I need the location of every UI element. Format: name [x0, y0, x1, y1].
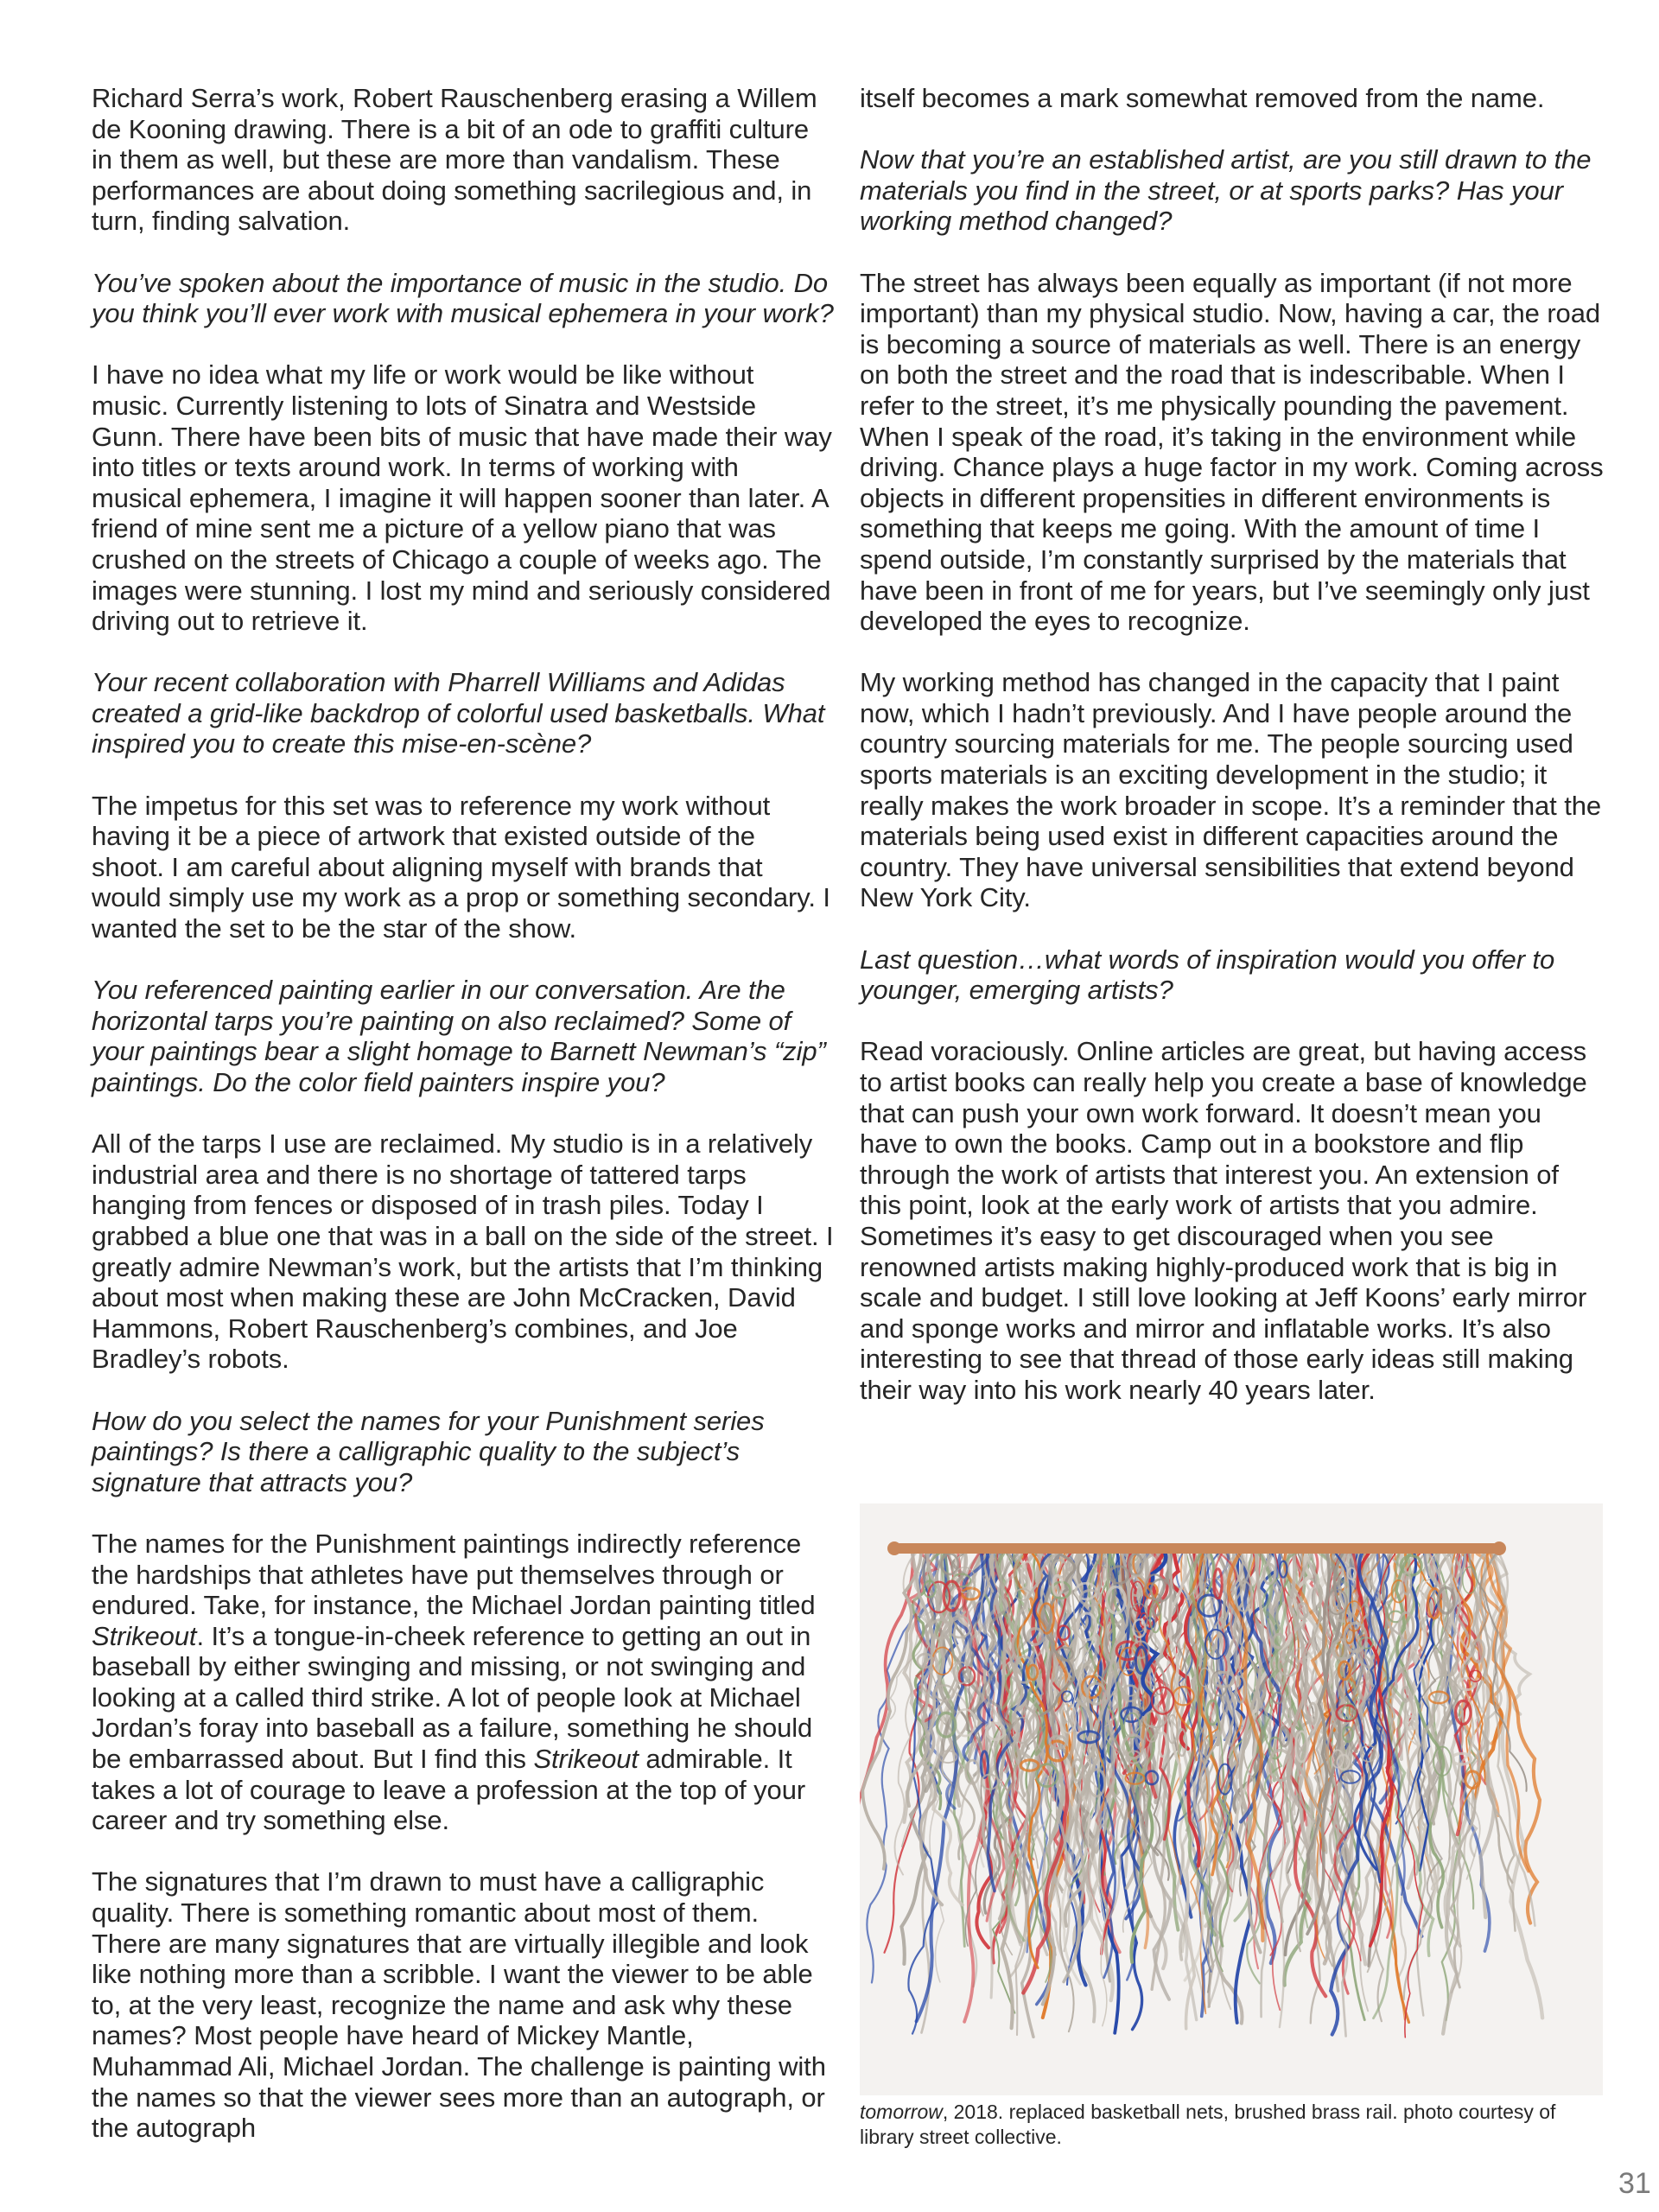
answer: Read voraciously. Online articles are great, but having access to artist books can really help you create a base of knowledge that can push your own work forward. It doesn’t mean you have to own the books. Camp out in a bookstore and flip through the work of artists that interest you. An extension of this point, look at the early work of artists that you admire. Sometimes it’s easy to get discouraged when you see renowned artists making highly-produced work that is big in scale and budget. I still love looking at Jeff Koons’ early mirror and sponge works and mirror and inflatable works. It’s also interesting to see that thread of those early ideas still making their way into his work nearly 40 years later.	[860, 1036, 1587, 1405]
basketball-nets-artwork	[860, 1503, 1603, 2095]
figure-caption	[860, 2100, 1603, 2150]
brass-rail	[894, 1543, 1499, 1554]
answer	[92, 1529, 835, 1836]
rail-end-right	[1492, 1541, 1506, 1555]
answer-text: . It’s a tongue-in-cheek reference to getting an out in baseball by either swinging and missing, or not swinging and looking at a called third strike. A lot of people look at Michael Jordan’s foray into baseball as a failure, something he should be embarrassed about. But I find this	[92, 1620, 813, 1775]
answer: All of the tarps I use are reclaimed. My studio is in a relatively industrial area and there is no shortage of tattered tarps hanging from fences or disposed of in trash piles. Today I grabbed a blue one that was in a ball on the side of the street. I greatly admire Newman’s work, but the artists that I’m thinking about most when making these are John McCracken, David Hammons, Robert Rauschenberg’s combines, and Joe Bradley’s robots.	[92, 1128, 834, 1375]
paragraph: Richard Serra’s work, Robert Rauschenberg erasing a Willem de Kooning drawing. There is a bit of an ode to graffiti culture in them as well, but these are more than vandalism. These performances are about doing something sacrilegious and, in turn, finding salvation.	[92, 83, 817, 237]
caption-text: , 2018. replaced basketball nets, brushed brass rail. photo courtesy of library street collective.	[860, 2101, 1556, 2148]
answer: My working method has changed in the capacity that I paint now, which I hadn’t previously. And I have people around the country sourcing materials for me. The people sourcing used sports materials is an exciting development in the studio; it really makes the work broader in scope. It’s a reminder that the materials being used exist in different capacities around the country. They have universal sensibilities that extend beyond New York City.	[860, 667, 1601, 913]
answer: I have no idea what my life or work would be like without music. Currently listening to lots of Sinatra and Westside Gunn. There have been bits of music that have made their way into titles or texts around work. In terms of working with musical ephemera, I imagine it will happen sooner than later. A friend of mine sent me a picture of a yellow piano that was crushed on the streets of Chicago a couple of weeks ago. The images were stunning. I lost my mind and seriously considered driving out to retrieve it.	[92, 359, 832, 637]
right-column	[860, 83, 1605, 1406]
answer: The street has always been equally as important (if not more important) than my physical studio. Now, having a car, the road is becoming a source of materials as well. There is an energy on both the street and the road that is indescribable. When I refer to the street, it’s me physically pounding the pavement. When I speak of the road, it’s taking in the environment while driving. Chance plays a huge factor in my work. Coming across objects in different propensities in different environments is something that keeps me going. With the amount of time I spend outside, I’m constantly surprised by the materials that have been in front of me for years, but I’ve seemingly only just developed the eyes to recognize.	[860, 267, 1604, 637]
answer-text: admirable. It takes a lot of courage to leave a profession at the top of your career and try something else.	[92, 1744, 806, 1836]
answer-text: The names for the Punishment paintings indirectly reference the hardships that athletes have put themselves through or endured. Take, for instance, the Michael Jordan painting titled	[92, 1528, 816, 1621]
artwork-title: Strikeout	[533, 1744, 639, 1775]
paragraph: itself becomes a mark somewhat removed from the name.	[860, 83, 1545, 113]
question: Last question…what words of inspiration would you offer to younger, emerging artists?	[860, 944, 1555, 1006]
rail-end-left	[887, 1541, 901, 1555]
answer: The impetus for this set was to reference my work without having it be a piece of artwork that existed outside of the shoot. I am careful about aligning myself with brands that would simply use my work as a prop or something secondary. I wanted the set to be the star of the show.	[92, 790, 830, 944]
question: You’ve spoken about the importance of music in the studio. Do you think you’ll ever work with musical ephemera in your work?	[92, 267, 834, 329]
page-number: 31	[1618, 2167, 1651, 2200]
left-column	[92, 83, 835, 2144]
question: You referenced painting earlier in our conversation. Are the horizontal tarps you’re painting on also reclaimed? Some of your paintings bear a slight homage to Barnett Newman’s “zip” paintings. Do the color field painters inspire you?	[92, 975, 826, 1097]
answer: The signatures that I’m drawn to must have a calligraphic quality. There is something romantic about most of them. There are many signatures that are virtually illegible and look like nothing more than a scribble. I want the viewer to be able to, at the very least, recognize the name and ask why these names? Most people have heard of Mickey Mantle, Muhammad Ali, Michael Jordan. The challenge is painting with the names so that the viewer sees more than an autograph, or the autograph	[92, 1866, 826, 2144]
artwork-title: Strikeout	[92, 1620, 197, 1651]
artwork-photo	[860, 1503, 1603, 2095]
caption-title: tomorrow	[860, 2101, 943, 2123]
question: How do you select the names for your Punishment series paintings? Is there a calligraphic quality to the subject’s signature that attracts you?	[92, 1405, 765, 1497]
question: Your recent collaboration with Pharrell Williams and Adidas created a grid-like backdrop of colorful used basketballs. What inspired you to create this mise-en-scène?	[92, 667, 825, 760]
question: Now that you’re an established artist, are you still drawn to the materials you find in the street, or at sports parks? Has your working method changed?	[860, 144, 1592, 237]
